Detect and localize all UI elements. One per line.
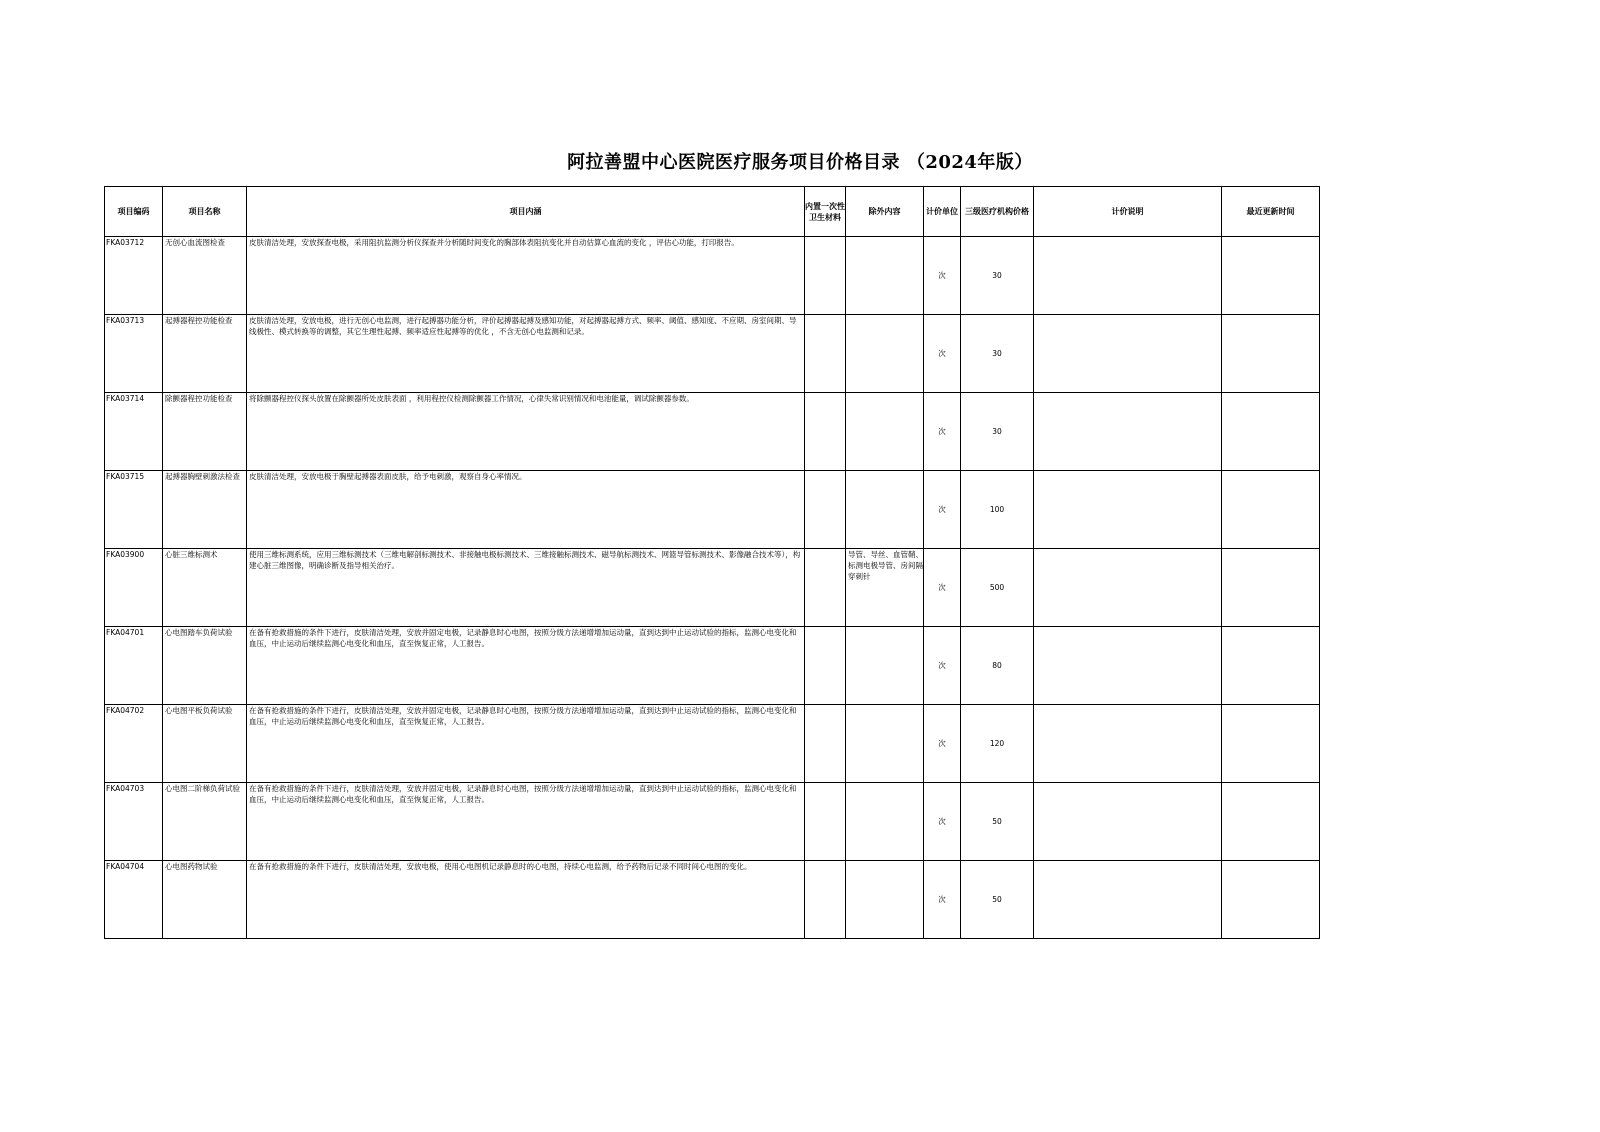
item-price: 500	[961, 549, 1034, 627]
header-row	[105, 187, 1320, 237]
item-material	[805, 315, 846, 393]
item-updated	[1222, 315, 1320, 393]
table-row	[105, 627, 1320, 705]
item-price: 120	[961, 705, 1034, 783]
item-material	[805, 861, 846, 939]
item-name: 心电图平板负荷试验	[163, 705, 247, 783]
item-note	[1034, 705, 1222, 783]
item-exclusion	[846, 471, 924, 549]
item-material	[805, 471, 846, 549]
item-material	[805, 783, 846, 861]
item-note	[1034, 861, 1222, 939]
item-material	[805, 705, 846, 783]
item-name: 心电图二阶梯负荷试验	[163, 783, 247, 861]
item-price: 30	[961, 393, 1034, 471]
table-row	[105, 471, 1320, 549]
table-row	[105, 393, 1320, 471]
item-exclusion	[846, 705, 924, 783]
item-name: 除颤器程控功能检查	[163, 393, 247, 471]
item-content: 在备有抢救措施的条件下进行，皮肤清洁处理，安放并固定电极，记录静息时心电图，按照分级方法递增增加运动量，直到达到中止运动试验的指标，监测心电变化和血压，中止运动后继续监测心电变化和血压，直至恢复正常，人工报告。	[247, 783, 805, 861]
header-name: 项目名称	[163, 187, 247, 237]
table-row	[105, 237, 1320, 315]
item-price: 100	[961, 471, 1034, 549]
item-exclusion	[846, 627, 924, 705]
header-note: 计价说明	[1034, 187, 1222, 237]
table-row	[105, 705, 1320, 783]
item-note	[1034, 783, 1222, 861]
item-content: 使用三维标测系统，应用三维标测技术（三维电解剖标测技术、非接触电极标测技术、三维接触标测技术、磁导航标测技术、网篮导管标测技术、影像融合技术等），构建心脏三维图像，明确诊断及指导相关治疗。	[247, 549, 805, 627]
item-content: 将除颤器程控仪探头放置在除颤器所处皮肤表面 ，利用程控仪检测除颤器工作情况，心律失常识别情况和电池能量，调试除颤器参数。	[247, 393, 805, 471]
item-price: 30	[961, 237, 1034, 315]
table-row	[105, 783, 1320, 861]
header-price: 三级医疗机构价格	[961, 187, 1034, 237]
item-note	[1034, 393, 1222, 471]
item-exclusion	[846, 393, 924, 471]
price-table	[104, 186, 1320, 939]
item-note	[1034, 549, 1222, 627]
item-updated	[1222, 549, 1320, 627]
item-unit: 次	[924, 705, 961, 783]
item-unit: 次	[924, 237, 961, 315]
item-note	[1034, 471, 1222, 549]
header-exclusion: 除外内容	[846, 187, 924, 237]
item-name: 起搏器胸壁刺激法检查	[163, 471, 247, 549]
header-material: 内置一次性卫生材料	[805, 187, 846, 237]
item-price: 30	[961, 315, 1034, 393]
item-name: 心脏三维标测术	[163, 549, 247, 627]
item-content: 在备有抢救措施的条件下进行，皮肤清洁处理，安放电极，使用心电图机记录静息时的心电图，持续心电监测，给予药物后记录不同时间心电图的变化。	[247, 861, 805, 939]
item-name: 心电图踏车负荷试验	[163, 627, 247, 705]
item-unit: 次	[924, 783, 961, 861]
item-unit: 次	[924, 549, 961, 627]
item-name: 起搏器程控功能检查	[163, 315, 247, 393]
item-exclusion: 导管、导丝、血管鞘、标测电极导管、房间隔穿刺针	[846, 549, 924, 627]
item-exclusion	[846, 861, 924, 939]
item-unit: 次	[924, 861, 961, 939]
item-updated	[1222, 861, 1320, 939]
item-exclusion	[846, 237, 924, 315]
item-unit: 次	[924, 471, 961, 549]
item-price: 80	[961, 627, 1034, 705]
item-note	[1034, 315, 1222, 393]
item-price: 50	[961, 861, 1034, 939]
item-content: 在备有抢救措施的条件下进行，皮肤清洁处理，安放并固定电极，记录静息时心电图，按照分级方法递增增加运动量，直到达到中止运动试验的指标，监测心电变化和血压，中止运动后继续监测心电变化和血压，直至恢复正常，人工报告。	[247, 627, 805, 705]
item-updated	[1222, 627, 1320, 705]
item-code: FKA03714	[105, 393, 163, 471]
table-row	[105, 861, 1320, 939]
item-code: FKA03900	[105, 549, 163, 627]
item-code: FKA03715	[105, 471, 163, 549]
item-code: FKA03713	[105, 315, 163, 393]
item-updated	[1222, 705, 1320, 783]
item-updated	[1222, 393, 1320, 471]
item-material	[805, 627, 846, 705]
item-code: FKA04703	[105, 783, 163, 861]
item-unit: 次	[924, 315, 961, 393]
item-note	[1034, 627, 1222, 705]
item-content: 在备有抢救措施的条件下进行，皮肤清洁处理，安放并固定电极，记录静息时心电图，按照分级方法递增增加运动量，直到达到中止运动试验的指标，监测心电变化和血压，中止运动后继续监测心电变化和血压，直至恢复正常，人工报告。	[247, 705, 805, 783]
item-unit: 次	[924, 627, 961, 705]
header-unit: 计价单位	[924, 187, 961, 237]
item-material	[805, 237, 846, 315]
item-material	[805, 393, 846, 471]
table-row	[105, 315, 1320, 393]
item-price: 50	[961, 783, 1034, 861]
item-note	[1034, 237, 1222, 315]
table-row	[105, 549, 1320, 627]
page-title: 阿拉善盟中心医院医疗服务项目价格目录 （2024年版）	[567, 152, 1033, 173]
item-content: 皮肤清洁处理，安放电极，进行无创心电监测，进行起搏器功能分析，评价起搏器起搏及感知功能，对起搏器起搏方式、频率、阈值、感知度、不应期、房室间期、导线极性、模式转换等的调整，其它生理性起搏、频率适应性起搏等的优化 ，不含无创心电监测和记录。	[247, 315, 805, 393]
item-updated	[1222, 783, 1320, 861]
item-content: 皮肤清洁处理，安放电极于胸壁起搏器表面皮肤，给予电刺激，观察自身心率情况。	[247, 471, 805, 549]
item-material	[805, 549, 846, 627]
item-code: FKA04702	[105, 705, 163, 783]
header-code: 项目编码	[105, 187, 163, 237]
item-name: 无创心血流图检查	[163, 237, 247, 315]
item-updated	[1222, 471, 1320, 549]
item-code: FKA04704	[105, 861, 163, 939]
header-updated: 最近更新时间	[1222, 187, 1320, 237]
item-code: FKA04701	[105, 627, 163, 705]
item-content: 皮肤清洁处理，安放探查电极，采用阻抗监测分析仪探查并分析随时间变化的胸部体表阻抗变化并自动估算心血流的变化 ，评估心功能，打印报告。	[247, 237, 805, 315]
item-name: 心电图药物试验	[163, 861, 247, 939]
item-code: FKA03712	[105, 237, 163, 315]
header-content: 项目内涵	[247, 187, 805, 237]
item-updated	[1222, 237, 1320, 315]
item-exclusion	[846, 315, 924, 393]
item-exclusion	[846, 783, 924, 861]
item-unit: 次	[924, 393, 961, 471]
